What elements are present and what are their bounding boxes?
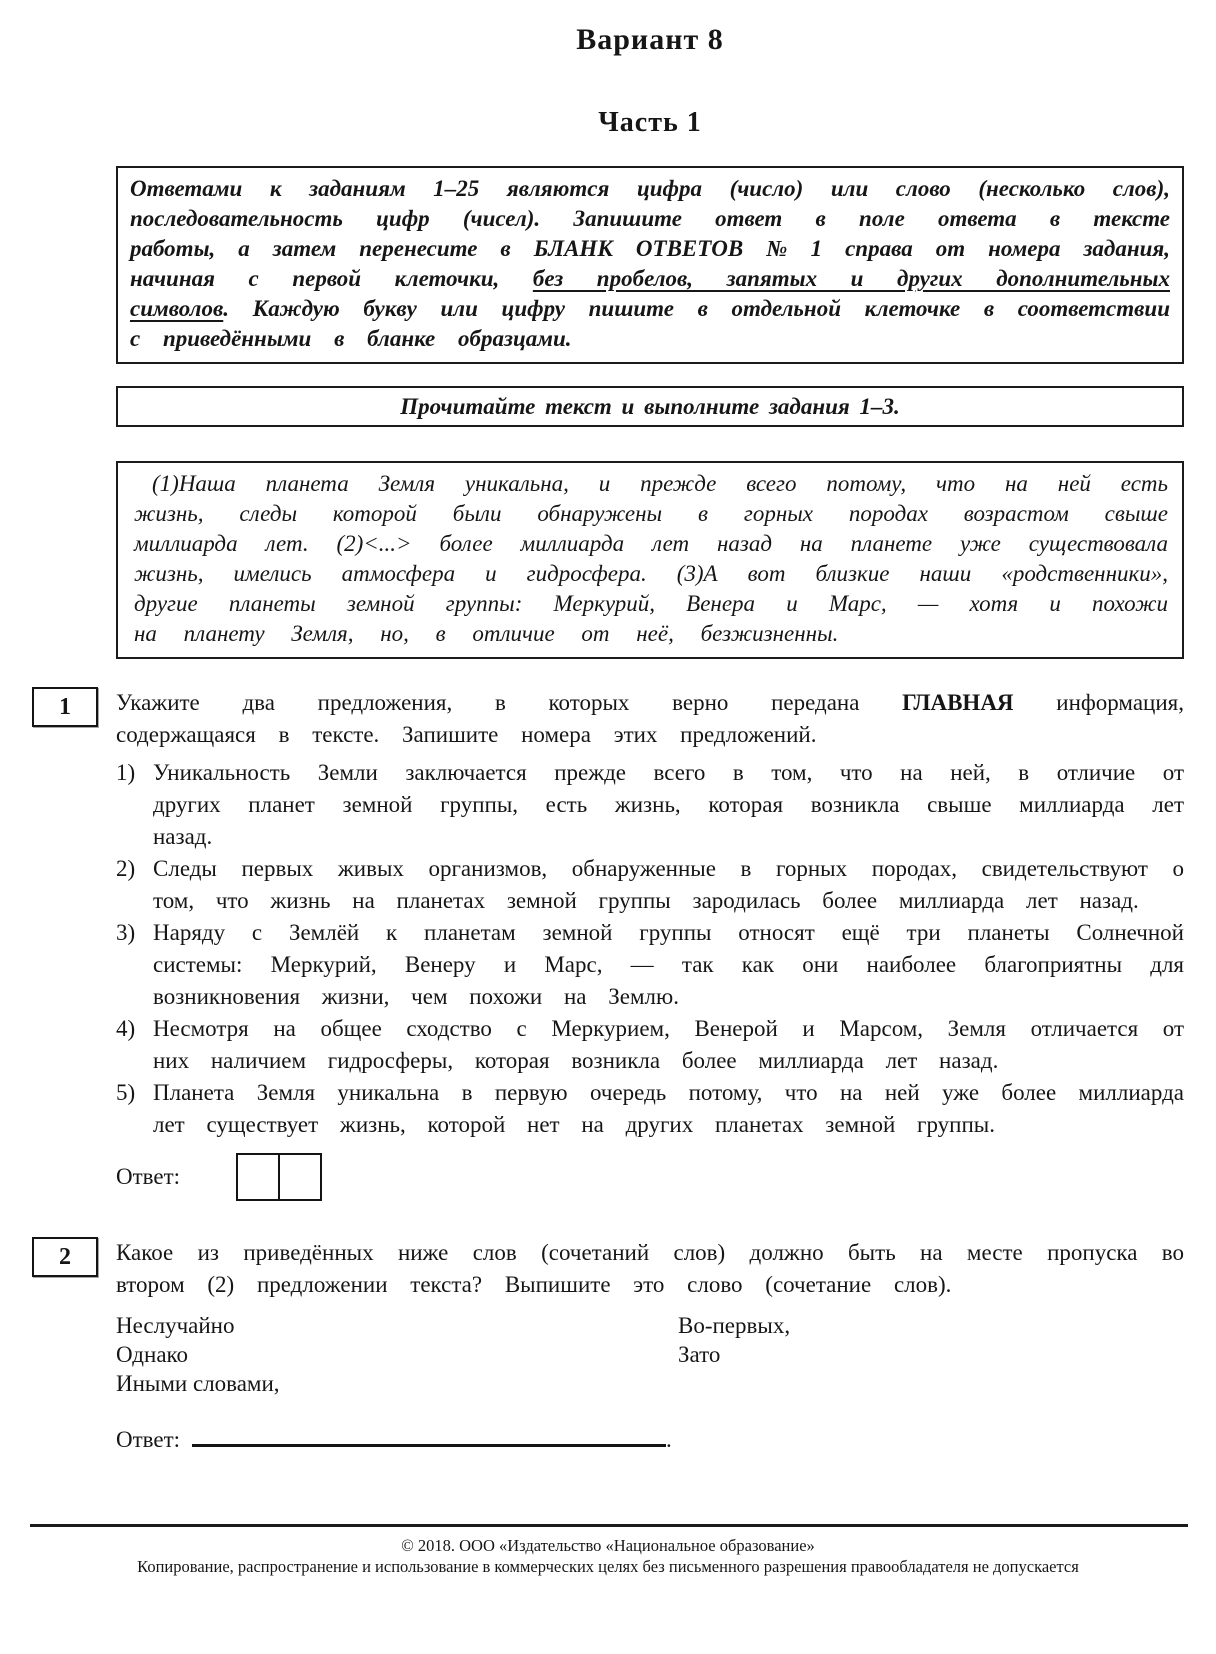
option-2-marker: 2) <box>116 856 136 881</box>
part-title: Часть 1 <box>598 107 702 138</box>
usage-notice-line: Копирование, распространение и использование в коммерческих целях без письменного разрешения правообладателя не допускается <box>137 1557 1079 1576</box>
instructions-text <box>130 174 1170 354</box>
question-2-answer-label: Ответ: <box>116 1427 181 1452</box>
option-item-2 <box>116 853 1184 917</box>
option-item-4 <box>116 1013 1184 1077</box>
question-1-text-emphasis: ГЛАВНАЯ <box>902 690 1014 715</box>
question-1-text-end: информация, содержащаяся в тексте. Запишите номера этих предложений. <box>116 690 1184 747</box>
passage-box <box>116 461 1184 659</box>
copyright-line: © 2018. ООО «Издательство «Национальное образование» <box>401 1536 815 1555</box>
option-item-5 <box>116 1077 1184 1141</box>
answer-blank-line[interactable] <box>192 1424 666 1447</box>
option-5-marker: 5) <box>116 1080 136 1105</box>
choice-item: Неслучайно <box>116 1313 235 1338</box>
option-1-marker: 1) <box>116 760 136 785</box>
question-2-answer-row <box>116 1424 1184 1456</box>
choice-item: Однако <box>116 1342 189 1367</box>
question-1 <box>59 687 1184 1201</box>
choice-item: Зато <box>678 1342 721 1367</box>
page-title: Вариант 8 <box>576 23 724 56</box>
answer-line-period: . <box>666 1427 672 1452</box>
question-2-number-badge <box>32 1237 98 1277</box>
question-1-answer-cells <box>236 1153 322 1201</box>
question-2-number: 2 <box>59 1243 71 1270</box>
footer-divider <box>30 1524 1188 1527</box>
option-5-text: Планета Земля уникальна в первую очередь потому, что на ней уже более миллиарда лет существует жизнь, которой нет на других планетах земной группы. <box>153 1080 1184 1137</box>
option-4-marker: 4) <box>116 1016 136 1041</box>
read-prompt-text: Прочитайте текст и выполните задания 1–3. <box>400 394 900 419</box>
option-3-marker: 3) <box>116 920 136 945</box>
read-prompt-box <box>116 386 1184 427</box>
option-2-text: Следы первых живых организмов, обнаруженные в горных породах, свидетельствуют о том, что жизнь на планетах земной группы зародилась более миллиарда лет назад. <box>153 856 1184 913</box>
instructions-text-end: . Каждую букву или цифру пишите в отдельной клеточке в соответствии с приведёнными в бланке образцами. <box>130 296 1170 351</box>
instructions-text-start: Ответами к заданиям 1–25 являются цифра (число) или слово (несколько слов), последовательность цифр (чисел). Запишите ответ в поле ответа в тексте работы, а затем перенесите в БЛАНК ОТВЕТОВ № 1 справа от номера задания, начиная с первой клеточки, <box>130 176 1170 291</box>
question-2-choices <box>116 1311 1184 1398</box>
answer-cell-1[interactable] <box>236 1153 280 1201</box>
question-2 <box>59 1237 1184 1456</box>
option-4-text: Несмотря на общее сходство с Меркурием, Венерой и Марсом, Земля отличается от них наличием гидросферы, которая возникла более миллиарда лет назад. <box>153 1016 1184 1073</box>
instructions-underlined-phrase: без пробелов, запятых и других дополнительных символов <box>130 266 1170 321</box>
answer-cell-2[interactable] <box>280 1153 322 1201</box>
question-1-number-badge <box>32 687 98 727</box>
question-1-answer-row <box>116 1153 1184 1201</box>
choice-item: Во-первых, <box>678 1313 791 1338</box>
option-3-text: Наряду с Землёй к планетам земной группы относят ещё три планеты Солнечной системы: Меркурий, Венеру и Марс, — так как они наиболее благоприятны для возникновения жизни, чем похожи на Землю. <box>153 920 1184 1009</box>
option-item-1 <box>116 757 1184 853</box>
page-footer <box>0 1524 1216 1577</box>
question-1-text-start: Укажите два предложения, в которых верно передана <box>116 690 903 715</box>
choices-left-column <box>116 1311 678 1398</box>
question-1-number: 1 <box>59 693 71 720</box>
question-1-options-list <box>116 757 1184 1141</box>
question-2-text: Какое из приведённых ниже слов (сочетаний слов) должно быть на месте пропуска во втором (2) предложении текста? Выпишите это слово (сочетание слов). <box>116 1240 1184 1297</box>
option-1-text: Уникальность Земли заключается прежде всего в том, что на ней, в отличие от других планет земной группы, есть жизнь, которая возникла свыше миллиарда лет назад. <box>153 760 1184 849</box>
choice-item: Иными словами, <box>116 1371 280 1396</box>
choices-right-column <box>678 1311 790 1398</box>
question-1-answer-label: Ответ: <box>116 1164 181 1189</box>
option-item-3 <box>116 917 1184 1013</box>
passage-text: (1)Наша планета Земля уникальна, и прежде всего потому, что на ней есть жизнь, следы которой были обнаружены в горных породах возрастом свыше миллиарда лет. (2)<...> более миллиарда лет назад на планете уже существовала жизнь, имелись атмосфера и гидросфера. (3)А вот близкие наши «родственники», другие планеты земной группы: Меркурий, Венера и Марс, — хотя и похожи на планету Земля, но, в отличие от неё, безжизненны. <box>134 471 1168 646</box>
question-1-text <box>116 687 1184 751</box>
instructions-box <box>116 166 1184 364</box>
